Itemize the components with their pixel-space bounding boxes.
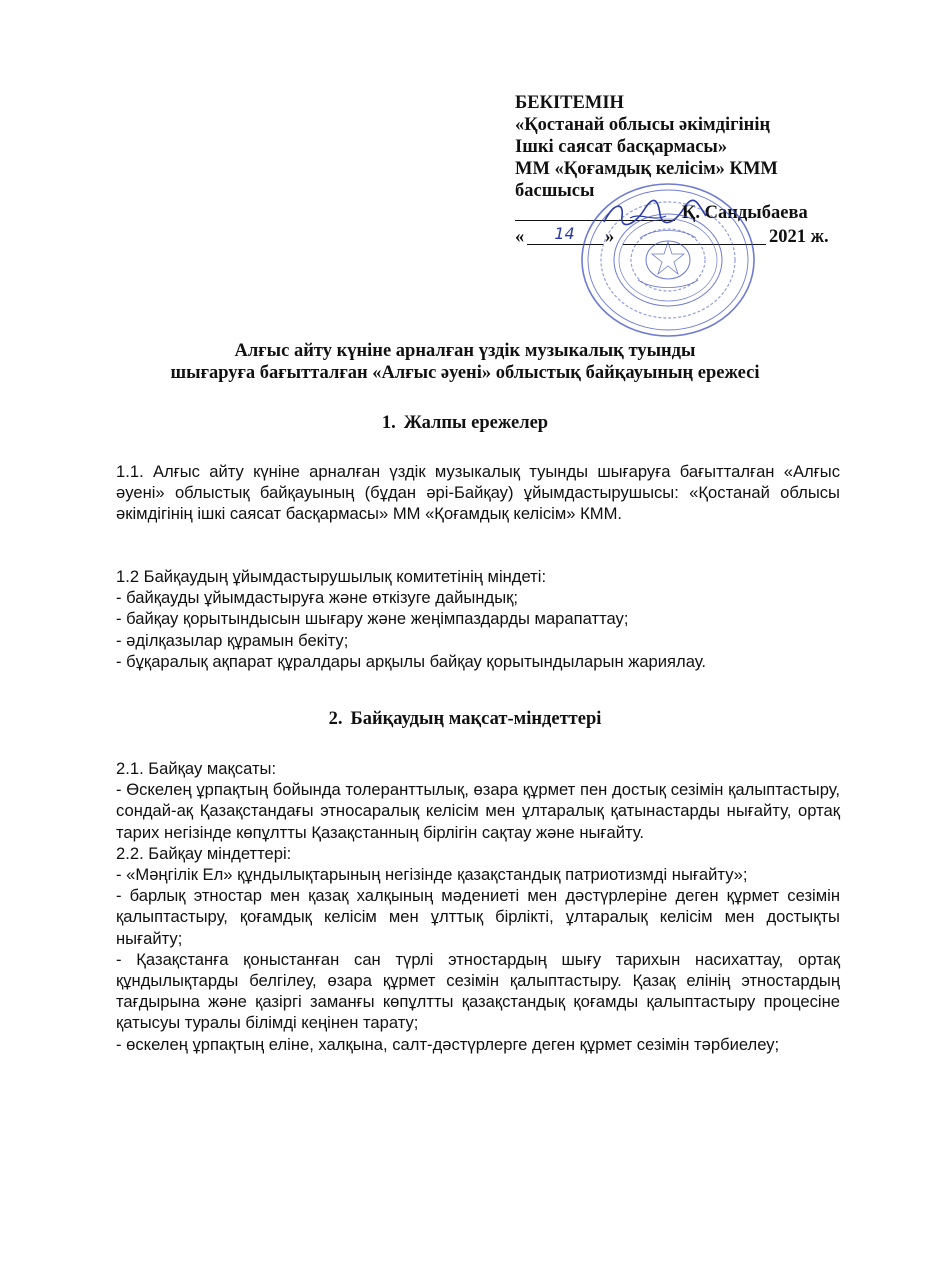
task-item: - барлық этностар мен қазақ халқының мәдениеті мен дәстүрлеріне деген құрмет сезімін қалыптастыру, қоғамдық келісім мен ұлттық бірлікті, ұлтаралық келісім мен достықты нығайту;	[116, 886, 840, 948]
document-title-line-1: Алғыс айту күніне арналған үздік музыкалық туынды	[234, 341, 696, 361]
clause-2-2: 2.2. Байқау міндеттері:	[116, 843, 292, 863]
section-2-title: Байқаудың мақсат-міндеттері	[350, 709, 602, 729]
official-seal-stamp	[578, 180, 758, 340]
approval-heading: БЕКІТЕМІН	[515, 93, 624, 113]
approval-line-2: Ішкі саясат басқармасы»	[515, 137, 728, 157]
approval-line-3: ММ «Қоғамдық келісім» КММ	[515, 159, 778, 179]
date-open-quote: «	[515, 227, 525, 247]
document-title	[40, 340, 890, 384]
date-day: 14	[554, 224, 575, 243]
approval-line-1: «Қостанай облысы әкімдігінің	[515, 115, 771, 135]
section-2-heading	[40, 708, 890, 730]
clause-1-1: 1.1. Алғыс айту күніне арналған үздік музыкалық туынды шығаруға бағытталған «Алғыс әуені» облыстық байқауының (бұдан әрі-Байқау) ұйымдастырушысы: «Қостанай облысы әкімдігінің ішкі саясат басқармасы» ММ «Қоғамдық келісім» КММ.	[116, 462, 840, 524]
section-1-number: 1.	[381, 413, 396, 433]
list-item: - байқауды ұйымдастыруға және өткізуге дайындық;	[116, 588, 518, 608]
task-item: - Қазақстанға қоныстанған сан түрлі этностардың шығу тарихын насихаттау, ортақ құндылықтарды белгілеу, өзара құрмет сезімін қалыптастыру. Қазақ елінің этностардың тағдырына және қазіргі заманғы көпұлтты қазақстандық қоғамды қалыптастыру процесіне қатысуы туралы білімді кеңінен тарату;	[116, 949, 840, 1033]
task-item: - «Мәңгілік Ел» құндылықтарының негізінде қазақстандық патриотизмді нығайту»;	[116, 865, 748, 885]
section-1-paragraph-1-1	[116, 461, 840, 525]
list-item: - бұқаралық ақпарат құралдары арқылы байқау қорытындыларын жариялау.	[116, 651, 707, 671]
date-close-quote: »	[605, 227, 615, 247]
clause-1-2: 1.2 Байқаудың ұйымдастырушылық комитетінің міндеті:	[116, 567, 547, 586]
section-1-list	[116, 566, 840, 672]
approval-line-4: басшысы	[515, 181, 595, 201]
section-2-goal	[116, 758, 840, 1055]
task-item: - өскелең ұрпақтың еліне, халқына, салт-дәстүрлерге деген құрмет сезімін тәрбиелеу;	[116, 1034, 780, 1054]
section-1-heading	[40, 412, 890, 434]
signer-name: Қ. Сандыбаева	[682, 203, 808, 223]
list-item: - әділқазылар құрамын бекіту;	[116, 630, 349, 650]
date-year: 2021 ж.	[769, 227, 829, 247]
document-title-line-2: шығаруға бағытталған «Алғыс әуені» облыстық байқауының ережесі	[170, 363, 760, 383]
section-2-number: 2.	[328, 709, 343, 729]
list-item: - байқау қорытындысын шығару және жеңімпаздарды марапаттау;	[116, 609, 629, 629]
clause-2-1: 2.1. Байқау мақсаты:	[116, 759, 277, 778]
section-1-title: Жалпы ережелер	[403, 413, 549, 433]
goal-text: - Өскелең ұрпақтың бойында толеранттылық, өзара құрмет пен достық сезімін қалыптастыру, сондай-ақ Қазақстандағы этносаралық келісім мен ұлтаралық қатынастарды нығайту, ортақ тарих негізінде көпұлтты Қазақстанның бірлігін сақтау және нығайту.	[116, 780, 840, 842]
